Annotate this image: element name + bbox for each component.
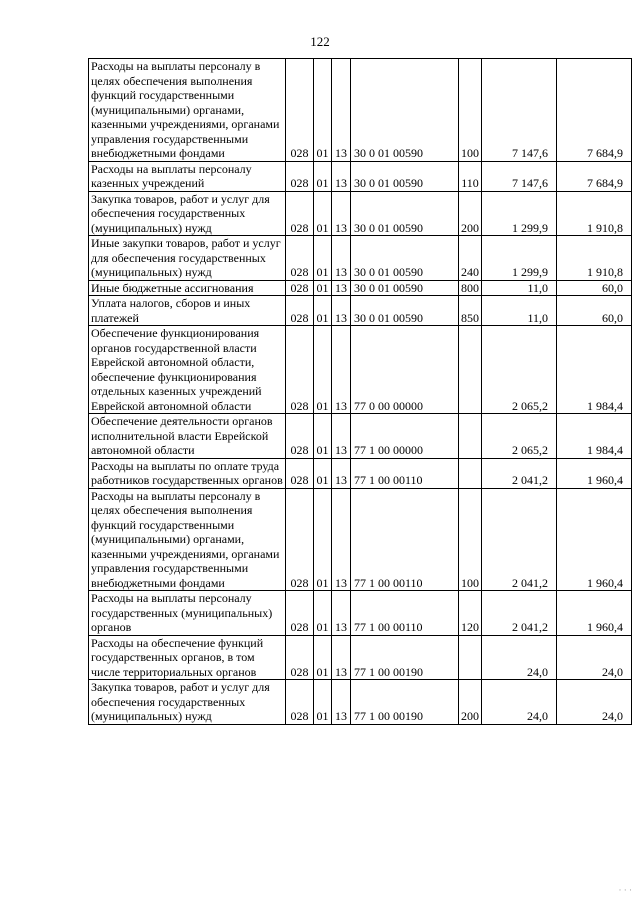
expense-type-cell: 110 [459, 161, 482, 191]
amount-year-1-cell: 2 041,2 [482, 488, 557, 591]
target-article-cell: 77 1 00 00110 [351, 488, 459, 591]
table-row [89, 191, 632, 236]
grbs-code-cell: 028 [286, 680, 314, 725]
row-name-cell: Расходы на выплаты персоналу казенных учреждений [89, 161, 286, 191]
amount-year-1-cell: 24,0 [482, 680, 557, 725]
target-article-cell: 30 0 01 00590 [351, 236, 459, 281]
subsection-code-cell: 13 [332, 326, 351, 414]
table-row [89, 635, 632, 680]
expense-type-cell: 200 [459, 680, 482, 725]
amount-year-1-cell: 11,0 [482, 296, 557, 326]
grbs-code-cell: 028 [286, 236, 314, 281]
row-name-cell: Закупка товаров, работ и услуг для обеспечения государственных (муниципальных) нужд [89, 191, 286, 236]
target-article-cell: 77 0 00 00000 [351, 326, 459, 414]
table-row [89, 591, 632, 636]
subsection-code-cell: 13 [332, 191, 351, 236]
subsection-code-cell: 13 [332, 59, 351, 162]
expense-type-cell: 850 [459, 296, 482, 326]
section-code-cell: 01 [314, 296, 332, 326]
section-code-cell: 01 [314, 458, 332, 488]
subsection-code-cell: 13 [332, 161, 351, 191]
row-name-cell: Расходы на выплаты по оплате труда работников государственных органов [89, 458, 286, 488]
amount-year-2-cell: 7 684,9 [557, 59, 632, 162]
section-code-cell: 01 [314, 59, 332, 162]
expense-type-cell [459, 458, 482, 488]
subsection-code-cell: 13 [332, 296, 351, 326]
amount-year-2-cell: 7 684,9 [557, 161, 632, 191]
amount-year-1-cell: 11,0 [482, 280, 557, 296]
section-code-cell: 01 [314, 326, 332, 414]
table-row [89, 458, 632, 488]
grbs-code-cell: 028 [286, 458, 314, 488]
expense-type-cell: 200 [459, 191, 482, 236]
grbs-code-cell: 028 [286, 296, 314, 326]
section-code-cell: 01 [314, 280, 332, 296]
subsection-code-cell: 13 [332, 280, 351, 296]
target-article-cell: 30 0 01 00590 [351, 191, 459, 236]
amount-year-1-cell: 7 147,6 [482, 161, 557, 191]
target-article-cell: 77 1 00 00110 [351, 458, 459, 488]
row-name-cell: Иные закупки товаров, работ и услуг для обеспечения государственных (муниципальных) нужд [89, 236, 286, 281]
grbs-code-cell: 028 [286, 280, 314, 296]
grbs-code-cell: 028 [286, 59, 314, 162]
section-code-cell: 01 [314, 488, 332, 591]
section-code-cell: 01 [314, 414, 332, 459]
expense-type-cell: 100 [459, 59, 482, 162]
amount-year-1-cell: 2 065,2 [482, 326, 557, 414]
amount-year-1-cell: 1 299,9 [482, 236, 557, 281]
amount-year-2-cell: 1 960,4 [557, 488, 632, 591]
target-article-cell: 30 0 01 00590 [351, 161, 459, 191]
expense-type-cell [459, 414, 482, 459]
subsection-code-cell: 13 [332, 635, 351, 680]
subsection-code-cell: 13 [332, 591, 351, 636]
row-name-cell: Обеспечение функционирования органов государственной власти Еврейской автономной области, обеспечение функционирования отдельных казенных учреждений Еврейской автономной области [89, 326, 286, 414]
row-name-cell: Расходы на выплаты персоналу государственных (муниципальных) органов [89, 591, 286, 636]
target-article-cell: 30 0 01 00590 [351, 280, 459, 296]
row-name-cell: Обеспечение деятельности органов исполнительной власти Еврейской автономной области [89, 414, 286, 459]
row-name-cell: Расходы на обеспечение функций государственных органов, в том числе территориальных органов [89, 635, 286, 680]
target-article-cell: 30 0 01 00590 [351, 296, 459, 326]
target-article-cell: 77 1 00 00190 [351, 680, 459, 725]
subsection-code-cell: 13 [332, 680, 351, 725]
grbs-code-cell: 028 [286, 326, 314, 414]
row-name-cell: Расходы на выплаты персоналу в целях обеспечения выполнения функций государственными (муниципальными) органами, казенными учреждениями, органами управления государственными внебюджетными фондами [89, 488, 286, 591]
corner-mark: · · · [618, 885, 632, 895]
row-name-cell: Иные бюджетные ассигнования [89, 280, 286, 296]
amount-year-1-cell: 1 299,9 [482, 191, 557, 236]
table-row [89, 414, 632, 459]
subsection-code-cell: 13 [332, 488, 351, 591]
amount-year-2-cell: 1 960,4 [557, 591, 632, 636]
section-code-cell: 01 [314, 635, 332, 680]
expense-type-cell [459, 326, 482, 414]
expense-type-cell: 800 [459, 280, 482, 296]
section-code-cell: 01 [314, 161, 332, 191]
target-article-cell: 77 1 00 00110 [351, 591, 459, 636]
amount-year-2-cell: 1 910,8 [557, 191, 632, 236]
table-row [89, 488, 632, 591]
expense-type-cell: 240 [459, 236, 482, 281]
page-number: 122 [310, 34, 330, 49]
section-code-cell: 01 [314, 191, 332, 236]
amount-year-2-cell: 1 984,4 [557, 326, 632, 414]
expense-type-cell [459, 635, 482, 680]
table-row [89, 680, 632, 725]
section-code-cell: 01 [314, 236, 332, 281]
expense-type-cell: 120 [459, 591, 482, 636]
subsection-code-cell: 13 [332, 414, 351, 459]
row-name-cell: Уплата налогов, сборов и иных платежей [89, 296, 286, 326]
table-row [89, 280, 632, 296]
amount-year-2-cell: 60,0 [557, 280, 632, 296]
amount-year-1-cell: 24,0 [482, 635, 557, 680]
amount-year-2-cell: 24,0 [557, 680, 632, 725]
table-row [89, 59, 632, 162]
grbs-code-cell: 028 [286, 591, 314, 636]
amount-year-2-cell: 1 960,4 [557, 458, 632, 488]
section-code-cell: 01 [314, 680, 332, 725]
target-article-cell: 30 0 01 00590 [351, 59, 459, 162]
section-code-cell: 01 [314, 591, 332, 636]
amount-year-2-cell: 1 984,4 [557, 414, 632, 459]
table-row [89, 296, 632, 326]
grbs-code-cell: 028 [286, 414, 314, 459]
target-article-cell: 77 1 00 00190 [351, 635, 459, 680]
amount-year-1-cell: 2 041,2 [482, 591, 557, 636]
amount-year-2-cell: 1 910,8 [557, 236, 632, 281]
subsection-code-cell: 13 [332, 458, 351, 488]
amount-year-1-cell: 2 065,2 [482, 414, 557, 459]
amount-year-1-cell: 7 147,6 [482, 59, 557, 162]
grbs-code-cell: 028 [286, 635, 314, 680]
grbs-code-cell: 028 [286, 191, 314, 236]
target-article-cell: 77 1 00 00000 [351, 414, 459, 459]
amount-year-2-cell: 60,0 [557, 296, 632, 326]
expense-type-cell: 100 [459, 488, 482, 591]
amount-year-2-cell: 24,0 [557, 635, 632, 680]
grbs-code-cell: 028 [286, 488, 314, 591]
budget-table [88, 58, 632, 725]
grbs-code-cell: 028 [286, 161, 314, 191]
subsection-code-cell: 13 [332, 236, 351, 281]
table-row [89, 236, 632, 281]
row-name-cell: Закупка товаров, работ и услуг для обеспечения государственных (муниципальных) нужд [89, 680, 286, 725]
row-name-cell: Расходы на выплаты персоналу в целях обеспечения выполнения функций государственными (муниципальными) органами, казенными учреждениями, органами управления государственными внебюджетными фондами [89, 59, 286, 162]
table-row [89, 326, 632, 414]
amount-year-1-cell: 2 041,2 [482, 458, 557, 488]
table-row [89, 161, 632, 191]
